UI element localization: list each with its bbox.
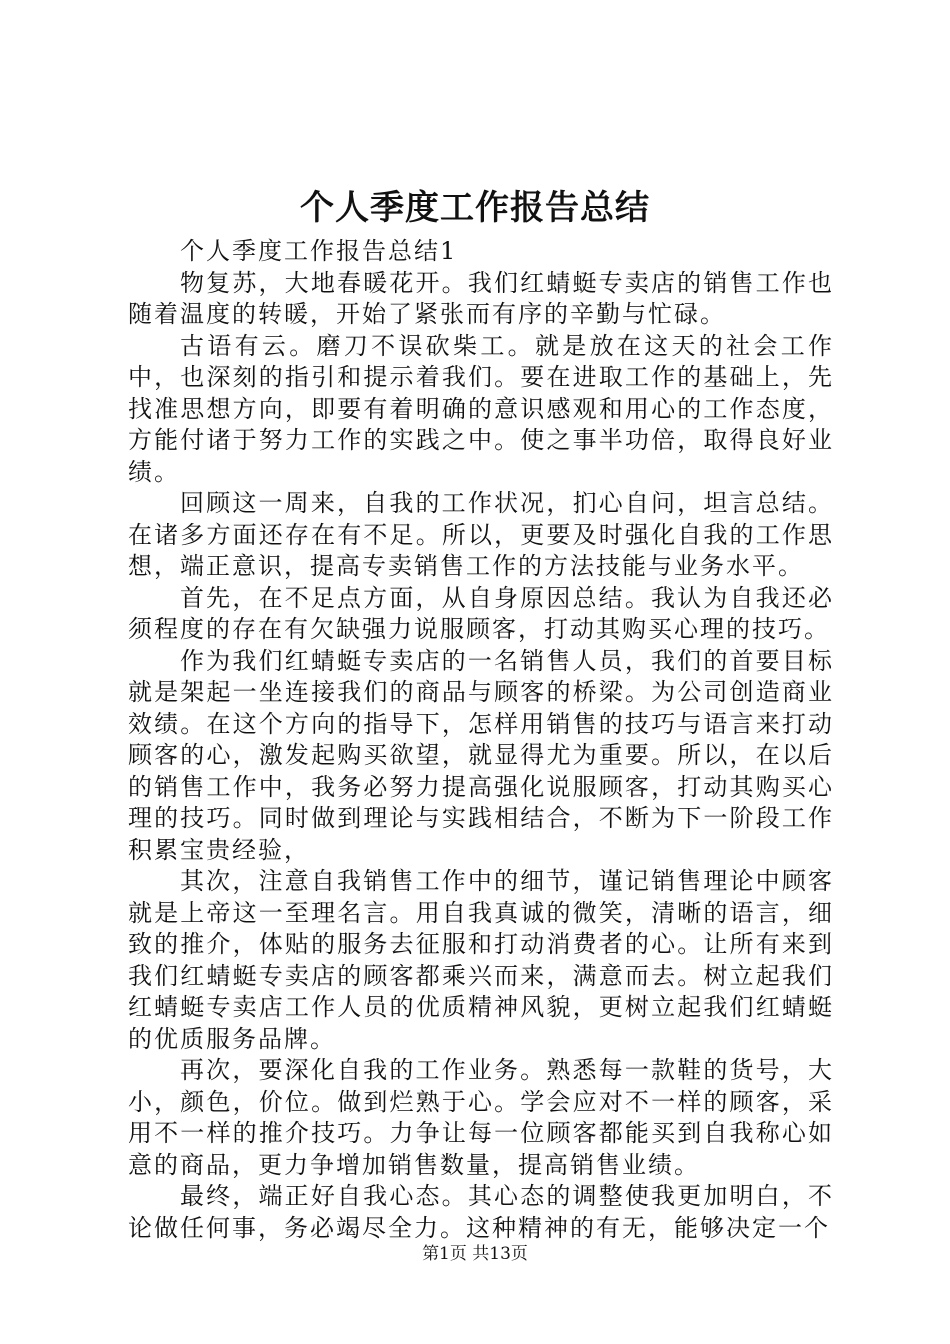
paragraph: 古语有云。磨刀不误砍柴工。就是放在这天的社会工作中，也深刻的指引和提示着我们。要在进取工作的基础上，先找准思想方向，即要有着明确的意识感观和用心的工作态度，方能付诸于努力工作的实践之中。使之事半功倍，取得良好业绩。 (128, 331, 834, 486)
document-title: 个人季度工作报告总结 (300, 188, 650, 228)
paragraph: 回顾这一周来，自我的工作状况，扪心自问，坦言总结。在诸多方面还存在有不足。所以，更要及时强化自我的工作思想，端正意识，提高专卖销售工作的方法技能与业务水平。 (128, 489, 834, 580)
paragraph-heading: 个人季度工作报告总结1 (180, 237, 458, 265)
paragraph: 最终，端正好自我心态。其心态的调整使我更加明白，不论做任何事，务必竭尽全力。这种精神的有无，能够决定一个 (128, 1182, 834, 1242)
page-number-footer: 第1页 共13页 (422, 1244, 528, 1264)
paragraph: 其次，注意自我销售工作中的细节，谨记销售理论中顾客就是上帝这一至理名言。用自我真诚的微笑，清晰的语言，细致的推介，体贴的服务去征服和打动消费者的心。让所有来到我们红蜻蜓专卖店的顾客都乘兴而来，满意而去。树立起我们红蜻蜓专卖店工作人员的优质精神风貌，更树立起我们红蜻蜓的优质服务品牌。 (128, 867, 834, 1053)
paragraph: 首先，在不足点方面，从自身原因总结。我认为自我还必须程度的存在有欠缺强力说服顾客，打动其购买心理的技巧。 (128, 583, 834, 643)
document-body (128, 236, 834, 1244)
paragraph: 物复苏，大地春暖花开。我们红蜻蜓专卖店的销售工作也随着温度的转暖，开始了紧张而有序的辛勤与忙碌。 (128, 268, 834, 328)
paragraph: 作为我们红蜻蜓专卖店的一名销售人员，我们的首要目标就是架起一坐连接我们的商品与顾客的桥梁。为公司创造商业效绩。在这个方向的指导下，怎样用销售的技巧与语言来打动顾客的心，激发起购买欲望，就显得尤为重要。所以，在以后的销售工作中，我务必努力提高强化说服顾客，打动其购买心理的技巧。同时做到理论与实践相结合，不断为下一阶段工作积累宝贵经验， (128, 646, 834, 864)
paragraph: 再次，要深化自我的工作业务。熟悉每一款鞋的货号，大小，颜色，价位。做到烂熟于心。学会应对不一样的顾客，采用不一样的推介技巧。力争让每一位顾客都能买到自我称心如意的商品，更力争增加销售数量，提高销售业绩。 (128, 1056, 834, 1179)
